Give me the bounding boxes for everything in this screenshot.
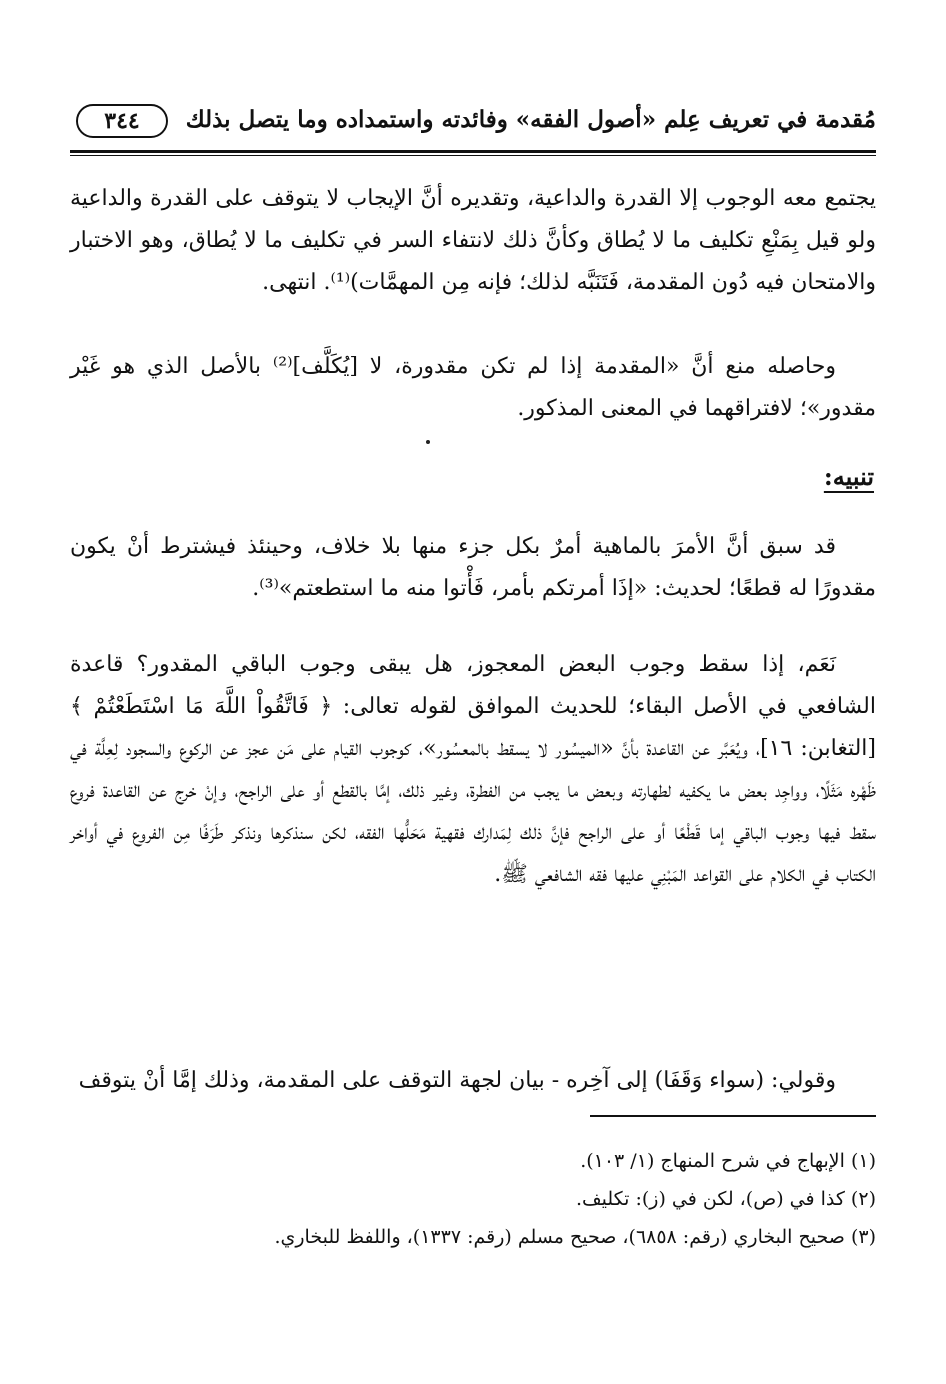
paragraph-5-text: وقولي: (سواء وَقَفَا) إلى آخِره - بيان لجهة التوقف على المقدمة، وذلك إمَّا أنْ يتوقف [78, 1068, 836, 1093]
header-title: مُقدمة في تعريف عِلم «أصول الفقه» وفائدته واستمداده وما يتصل بذلك [185, 106, 876, 133]
footnote-3: (٣) صحيح البخاري (رقم: ٦٨٥٨)، صحيح مسلم (رقم: ١٣٣٧)، واللفظ للبخاري. [274, 1226, 876, 1248]
header-rule-thin [70, 155, 876, 156]
running-header [70, 104, 876, 146]
paragraph-4-text: نَعَم، إذا سقط وجوب البعض المعجوز، هل يبقى وجوب الباقي المقدور؟ قاعدة الشافعي في الأصل البقاء؛ للحديث الموافق لقوله تعالى: ﴿ فَاتَّقُواْ اللَّهَ مَا اسْتَطَعْتُمْ ﴾ [التغابن: ١٦]، ويُعَبَّر عن القاعدة بأنَّ «الميسُور لا يسقط بالمعسُور»، كوجوب القيام على مَن عجز عن الركوع والسجود لِعِلَّة في ظَهْره مَثَلًا، وواجِد بعض ما يكفيه لطهارته وبعض ما يجب من الفطرة، وغير ذلك، إمَّا بالقطع أو على الراجح، وإنْ خرج عن القاعدة فروع سقط فيها وجوب الباقي إما قَطْعًا أو على الراجح فإنَّ ذلك لِمَدارك فقهية مَحَلُّها الفقه، لكن سنذكرها ونذكر طَرَفًا مِن الفروع في أواخر الكتاب في الكلام على القواعد المَبْنِي عليها فقه الشافعي ﷺ. [70, 652, 876, 887]
paragraph-3-text: قد سبق أنَّ الأمرَ بالماهية أمرٌ بكل جزء منها بلا خلاف، وحينئذ فيشترط أنْ يكون مقدورًا له قطعًا؛ لحديث: «إذَا أمرتكم بأمر، فَأْتوا منه ما استطعتم»⁽³⁾. [70, 534, 876, 601]
section-heading: تنبيه: [823, 462, 874, 491]
page-number-badge: ٣٤٤ [76, 104, 168, 138]
footnote-2: (٢) كذا في (ص)، لكن في (ز): تكليف. [575, 1188, 876, 1210]
stray-dot [426, 440, 430, 444]
footnotes [70, 1142, 876, 1256]
header-rule-thick [70, 150, 876, 153]
paragraph-3 [70, 526, 876, 610]
paragraph-5 [70, 1060, 876, 1102]
paragraph-1-text: يجتمع معه الوجوب إلا القدرة والداعية، وتقديره أنَّ الإيجاب لا يتوقف على القدرة والداعية ولو قيل بِمَنْعِ تكليف ما لا يُطاق وكأنَّ ذلك لانتفاء السر في تكليف ما لا يُطاق، وهو الاختبار والامتحان فيه دُون المقدمة، فَتَنَبَّه لذلك؛ فإنه مِن المهمَّات)⁽¹⁾. انتهى. [70, 186, 876, 295]
footnote-separator [590, 1115, 876, 1117]
footnote-1: (١) الإبهاج في شرح المنهاج (١/ ١٠٣). [580, 1150, 876, 1172]
paragraph-4 [70, 644, 876, 896]
paragraph-2 [70, 346, 876, 430]
paragraph-2-text: وحاصله منع أنَّ «المقدمة إذا لم تكن مقدورة، لا [يُكَلَّف]⁽²⁾ بالأصل الذي هو غَيْر مقدور»؛ لافتراقهما في المعنى المذكور. [70, 354, 876, 421]
paragraph-1 [70, 178, 876, 304]
